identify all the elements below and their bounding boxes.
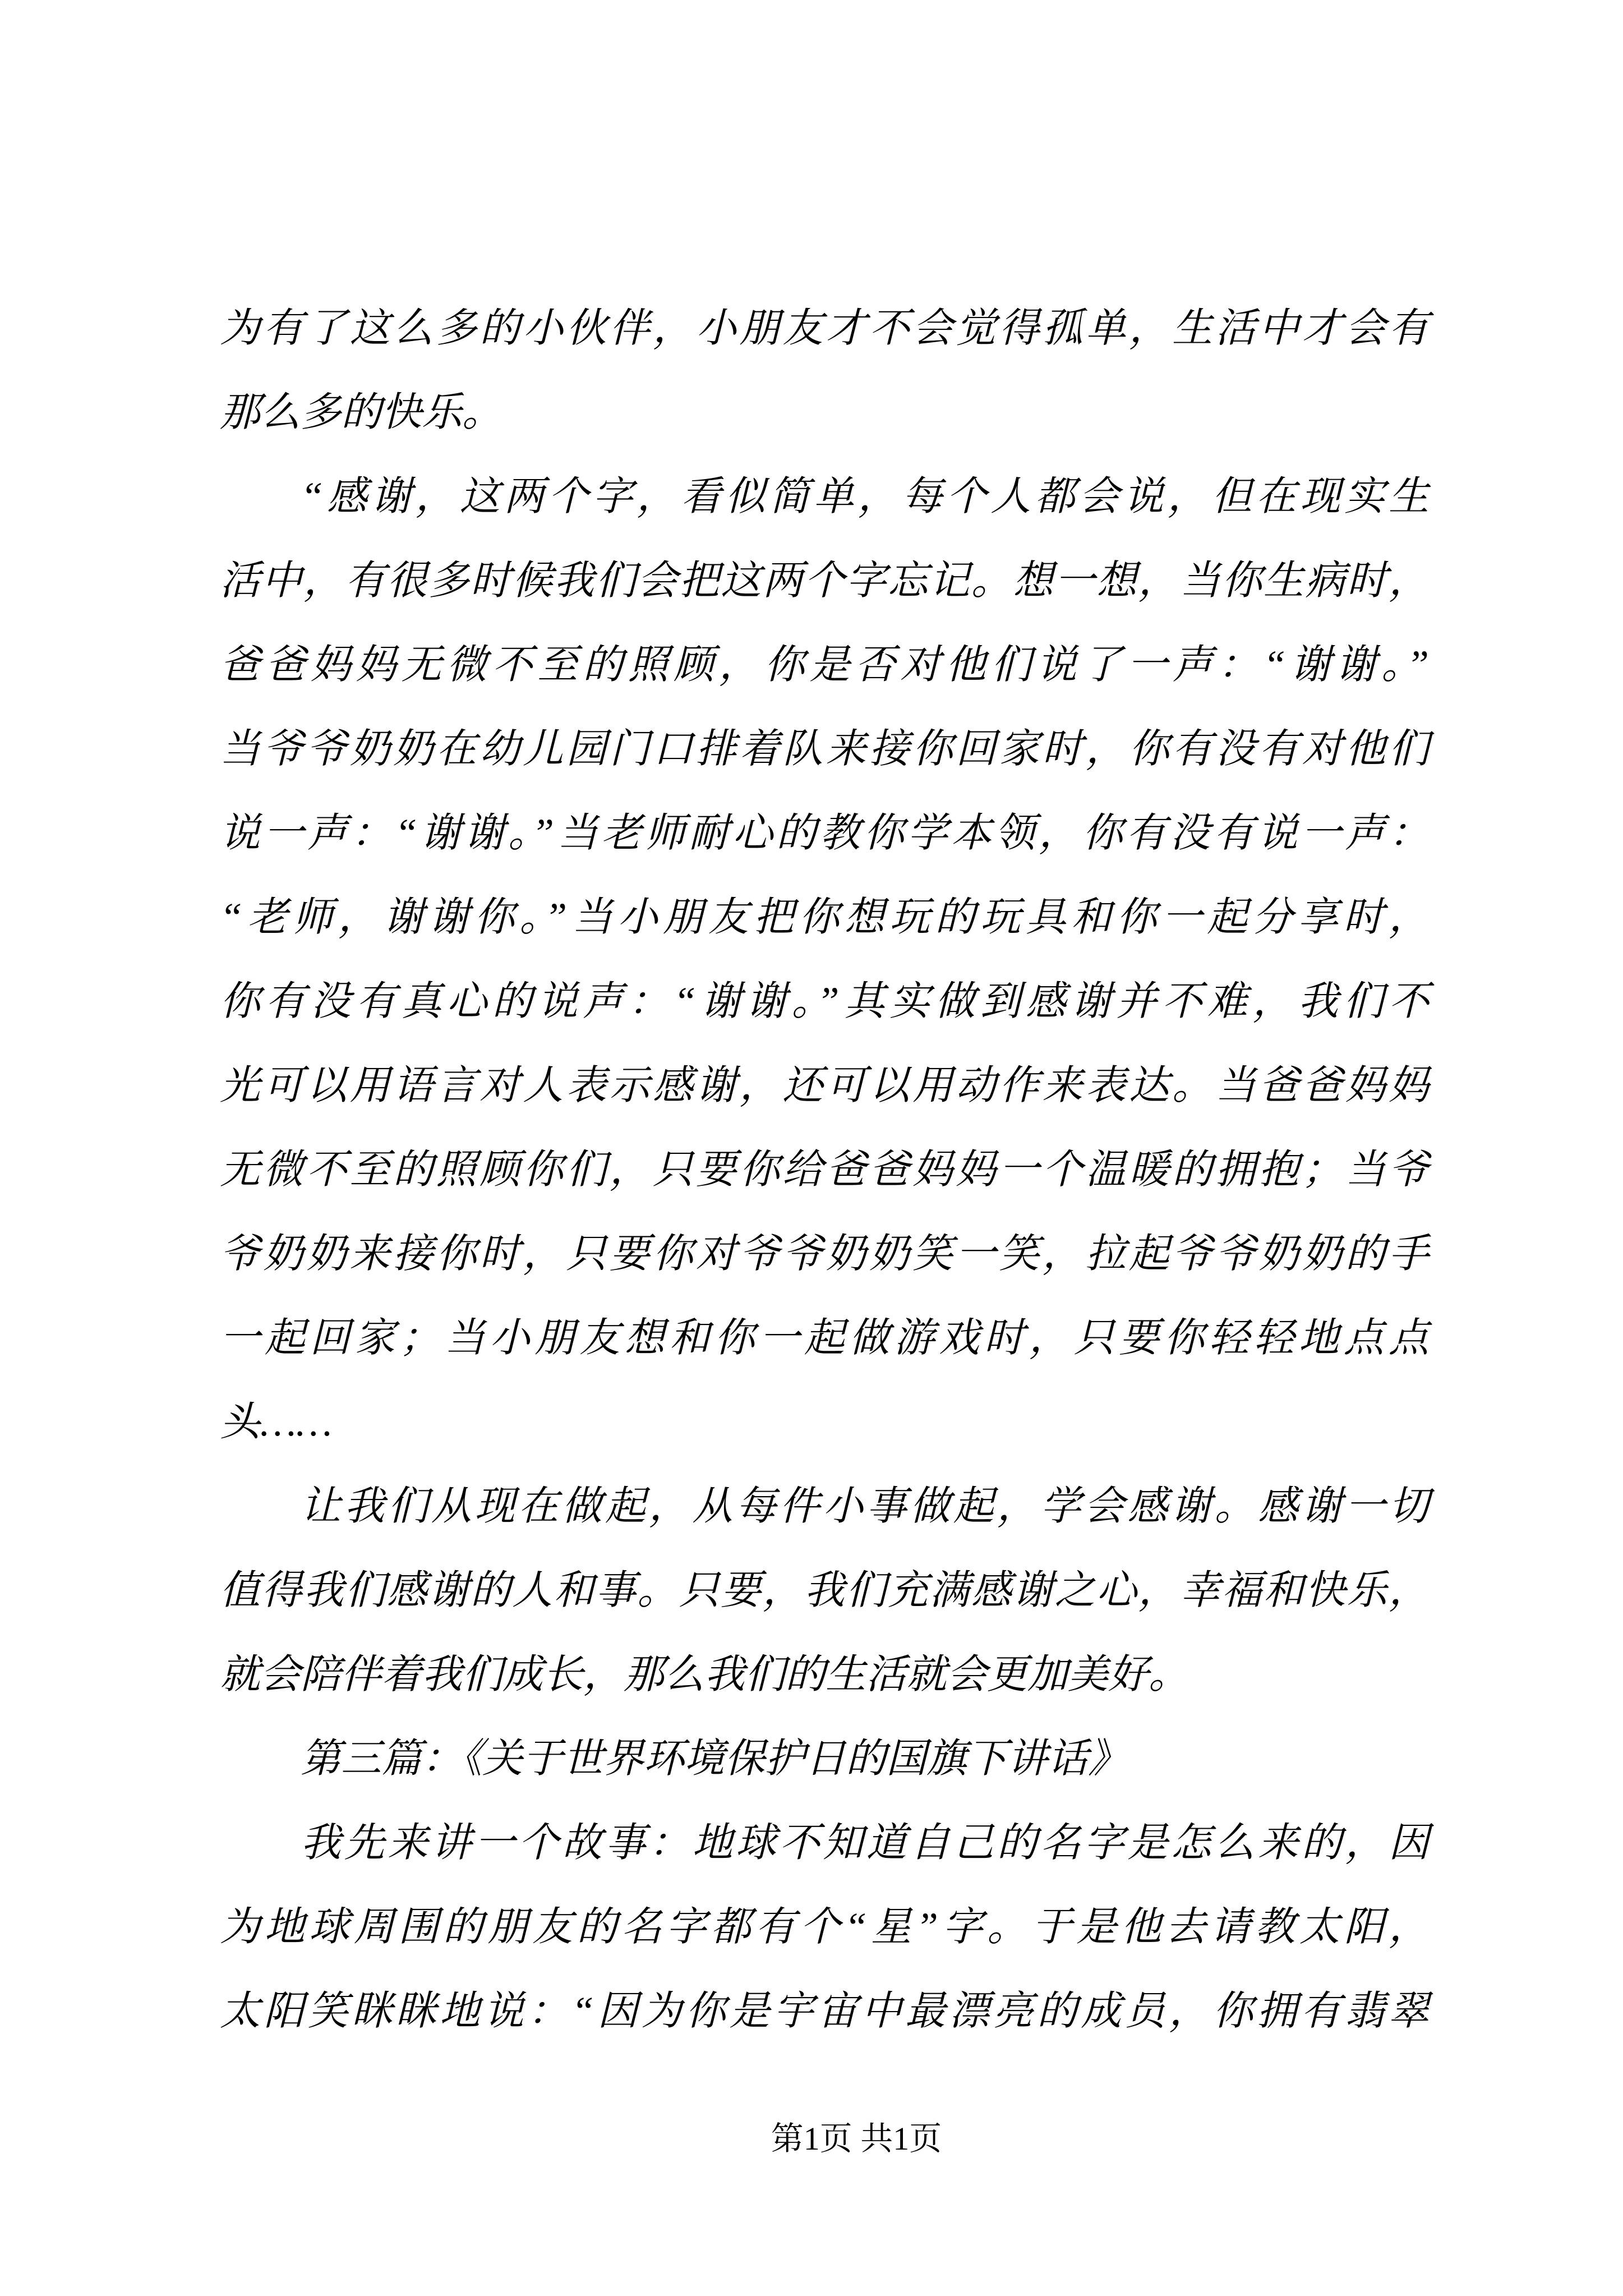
page-footer xyxy=(0,2122,1623,2156)
text-line: 那么多的快乐。 xyxy=(220,390,503,435)
text-line: 光可以用语言对人表示感谢，还可以用动作来表达。当爸爸妈妈 xyxy=(220,1063,1429,1108)
text-line: 爷奶奶来接你时，只要你对爷爷奶奶笑一笑，拉起爷爷奶奶的手 xyxy=(220,1231,1429,1276)
text-line: 我先来讲一个故事：地球不知道自己的名字是怎么来的，因 xyxy=(301,1820,1429,1865)
text-line: 为有了这么多的小伙伴，小朋友才不会觉得孤单，生活中才会有 xyxy=(220,306,1429,351)
text-line: 太阳笑眯眯地说：“因为你是宇宙中最漂亮的成员，你拥有翡翠 xyxy=(220,1989,1429,2033)
text-line: “感谢，这两个字，看似简单，每个人都会说，但在现实生 xyxy=(301,474,1429,519)
text-line: 说一声：“谢谢。”当老师耐心的教你学本领，你有没有说一声： xyxy=(220,811,1429,855)
text-line: 值得我们感谢的人和事。只要，我们充满感谢之心，幸福和快乐， xyxy=(220,1568,1429,1613)
document-body xyxy=(220,286,1429,2053)
text-line: 让我们从现在做起，从每件小事做起，学会感谢。感谢一切 xyxy=(301,1484,1429,1529)
text-line: 爸爸妈妈无微不至的照顾，你是否对他们说了一声：“谢谢。” xyxy=(220,642,1429,687)
text-line: 无微不至的照顾你们，只要你给爸爸妈妈一个温暖的拥抱；当爷 xyxy=(220,1147,1429,1192)
text-line: 活中，有很多时候我们会把这两个字忘记。想一想，当你生病时， xyxy=(220,558,1429,603)
page-number-label: 第1页 共1页 xyxy=(771,2120,942,2157)
text-line: 就会陪伴着我们成长，那么我们的生活就会更加美好。 xyxy=(220,1652,1189,1697)
text-line: 为地球周围的朋友的名字都有个“星”字。于是他去请教太阳， xyxy=(220,1904,1429,1949)
text-line: 一起回家；当小朋友想和你一起做游戏时，只要你轻轻地点点 xyxy=(220,1315,1429,1360)
text-line: 当爷爷奶奶在幼儿园门口排着队来接你回家时，你有没有对他们 xyxy=(220,726,1429,771)
text-line: 头…… xyxy=(220,1400,333,1444)
text-line: “老师，谢谢你。”当小朋友把你想玩的玩具和你一起分享时， xyxy=(220,895,1429,940)
text-line: 第三篇：《关于世界环境保护日的国旗下讲话》 xyxy=(301,1736,1129,1781)
text-line: 你有没有真心的说声：“谢谢。”其实做到感谢并不难，我们不 xyxy=(220,979,1429,1024)
